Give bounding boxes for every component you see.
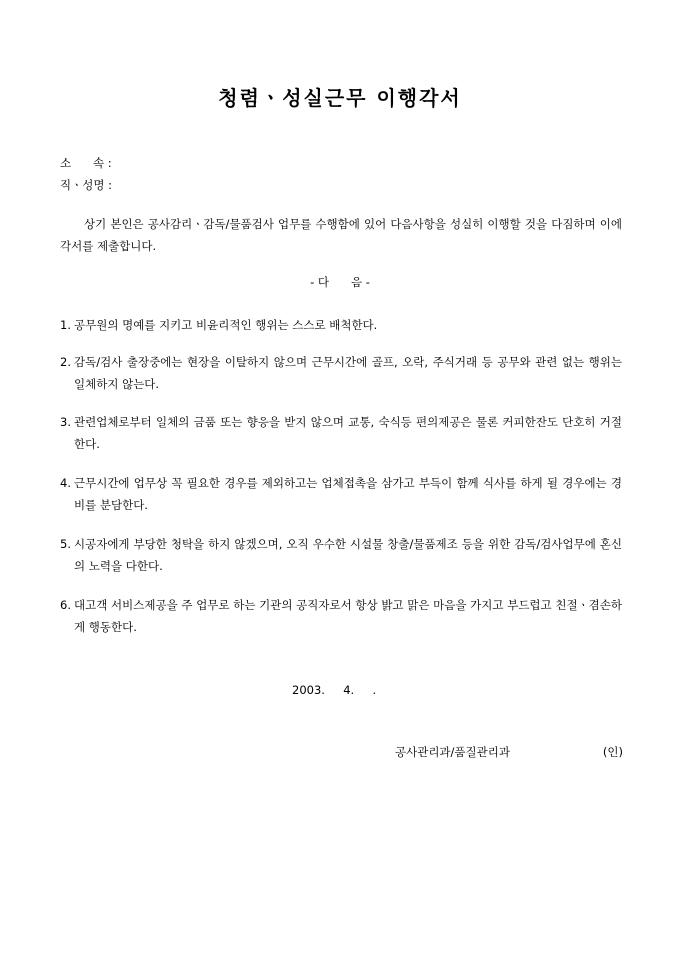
signature-department: 공사관리과/품질관리과	[395, 745, 510, 759]
item-text: 근무시간에 업무상 꼭 필요한 경우를 제외하고는 업체접촉을 삼가고 부득이 함께 식사를 하게 될 경우에는 경비를 분담한다.	[74, 476, 622, 512]
item-text: 대고객 서비스제공을 주 업무로 하는 기관의 공직자로서 항상 밝고 맑은 마음을 가지고 부드럽고 친절ㆍ겸손하게 행동한다.	[74, 598, 622, 634]
pledge-item-3	[60, 411, 622, 455]
position-name-field: 직ㆍ성명 :	[60, 178, 112, 192]
intro-paragraph: 상기 본인은 공사감리ㆍ감독/물품검사 업무를 수행함에 있어 다음사항을 성실히 이행할 것을 다짐하며 이에 각서를 제출합니다.	[60, 217, 622, 253]
item-text: 관련업체로부터 일체의 금품 또는 향응을 받지 않으며 교통, 숙식등 편의제공은 물론 커피한잔도 단호히 거절한다.	[74, 415, 622, 451]
item-number: 5.	[60, 537, 71, 551]
item-number: 4.	[60, 476, 71, 490]
signature-line	[395, 744, 623, 760]
pledge-item-1	[60, 314, 622, 336]
item-text: 시공자에게 부당한 청탁을 하지 않겠으며, 오직 우수한 시설물 창출/물품제조 등을 위한 감독/검사업무에 혼신의 노력을 다한다.	[74, 537, 622, 573]
section-divider: - 다 음 -	[310, 275, 370, 289]
item-text: 감독/검사 출장중에는 현장을 이탈하지 않으며 근무시간에 골프, 오락, 주식거래 등 공무와 관련 없는 행위는 일체하지 않는다.	[74, 355, 622, 391]
item-number: 6.	[60, 598, 71, 612]
document-date: 2003. 4. .	[292, 683, 377, 697]
item-number: 3.	[60, 415, 71, 429]
item-number: 1.	[60, 318, 71, 332]
item-text: 공무원의 명예를 지키고 비윤리적인 행위는 스스로 배척한다.	[74, 318, 378, 332]
signature-seal: (인)	[602, 745, 623, 759]
document-title: 청렴ㆍ성실근무 이행각서	[218, 86, 462, 110]
affiliation-field: 소 속 :	[60, 156, 112, 170]
pledge-item-4	[60, 472, 622, 516]
pledge-item-5	[60, 533, 622, 577]
item-number: 2.	[60, 355, 71, 369]
pledge-item-6	[60, 594, 622, 638]
pledge-item-2	[60, 351, 622, 395]
